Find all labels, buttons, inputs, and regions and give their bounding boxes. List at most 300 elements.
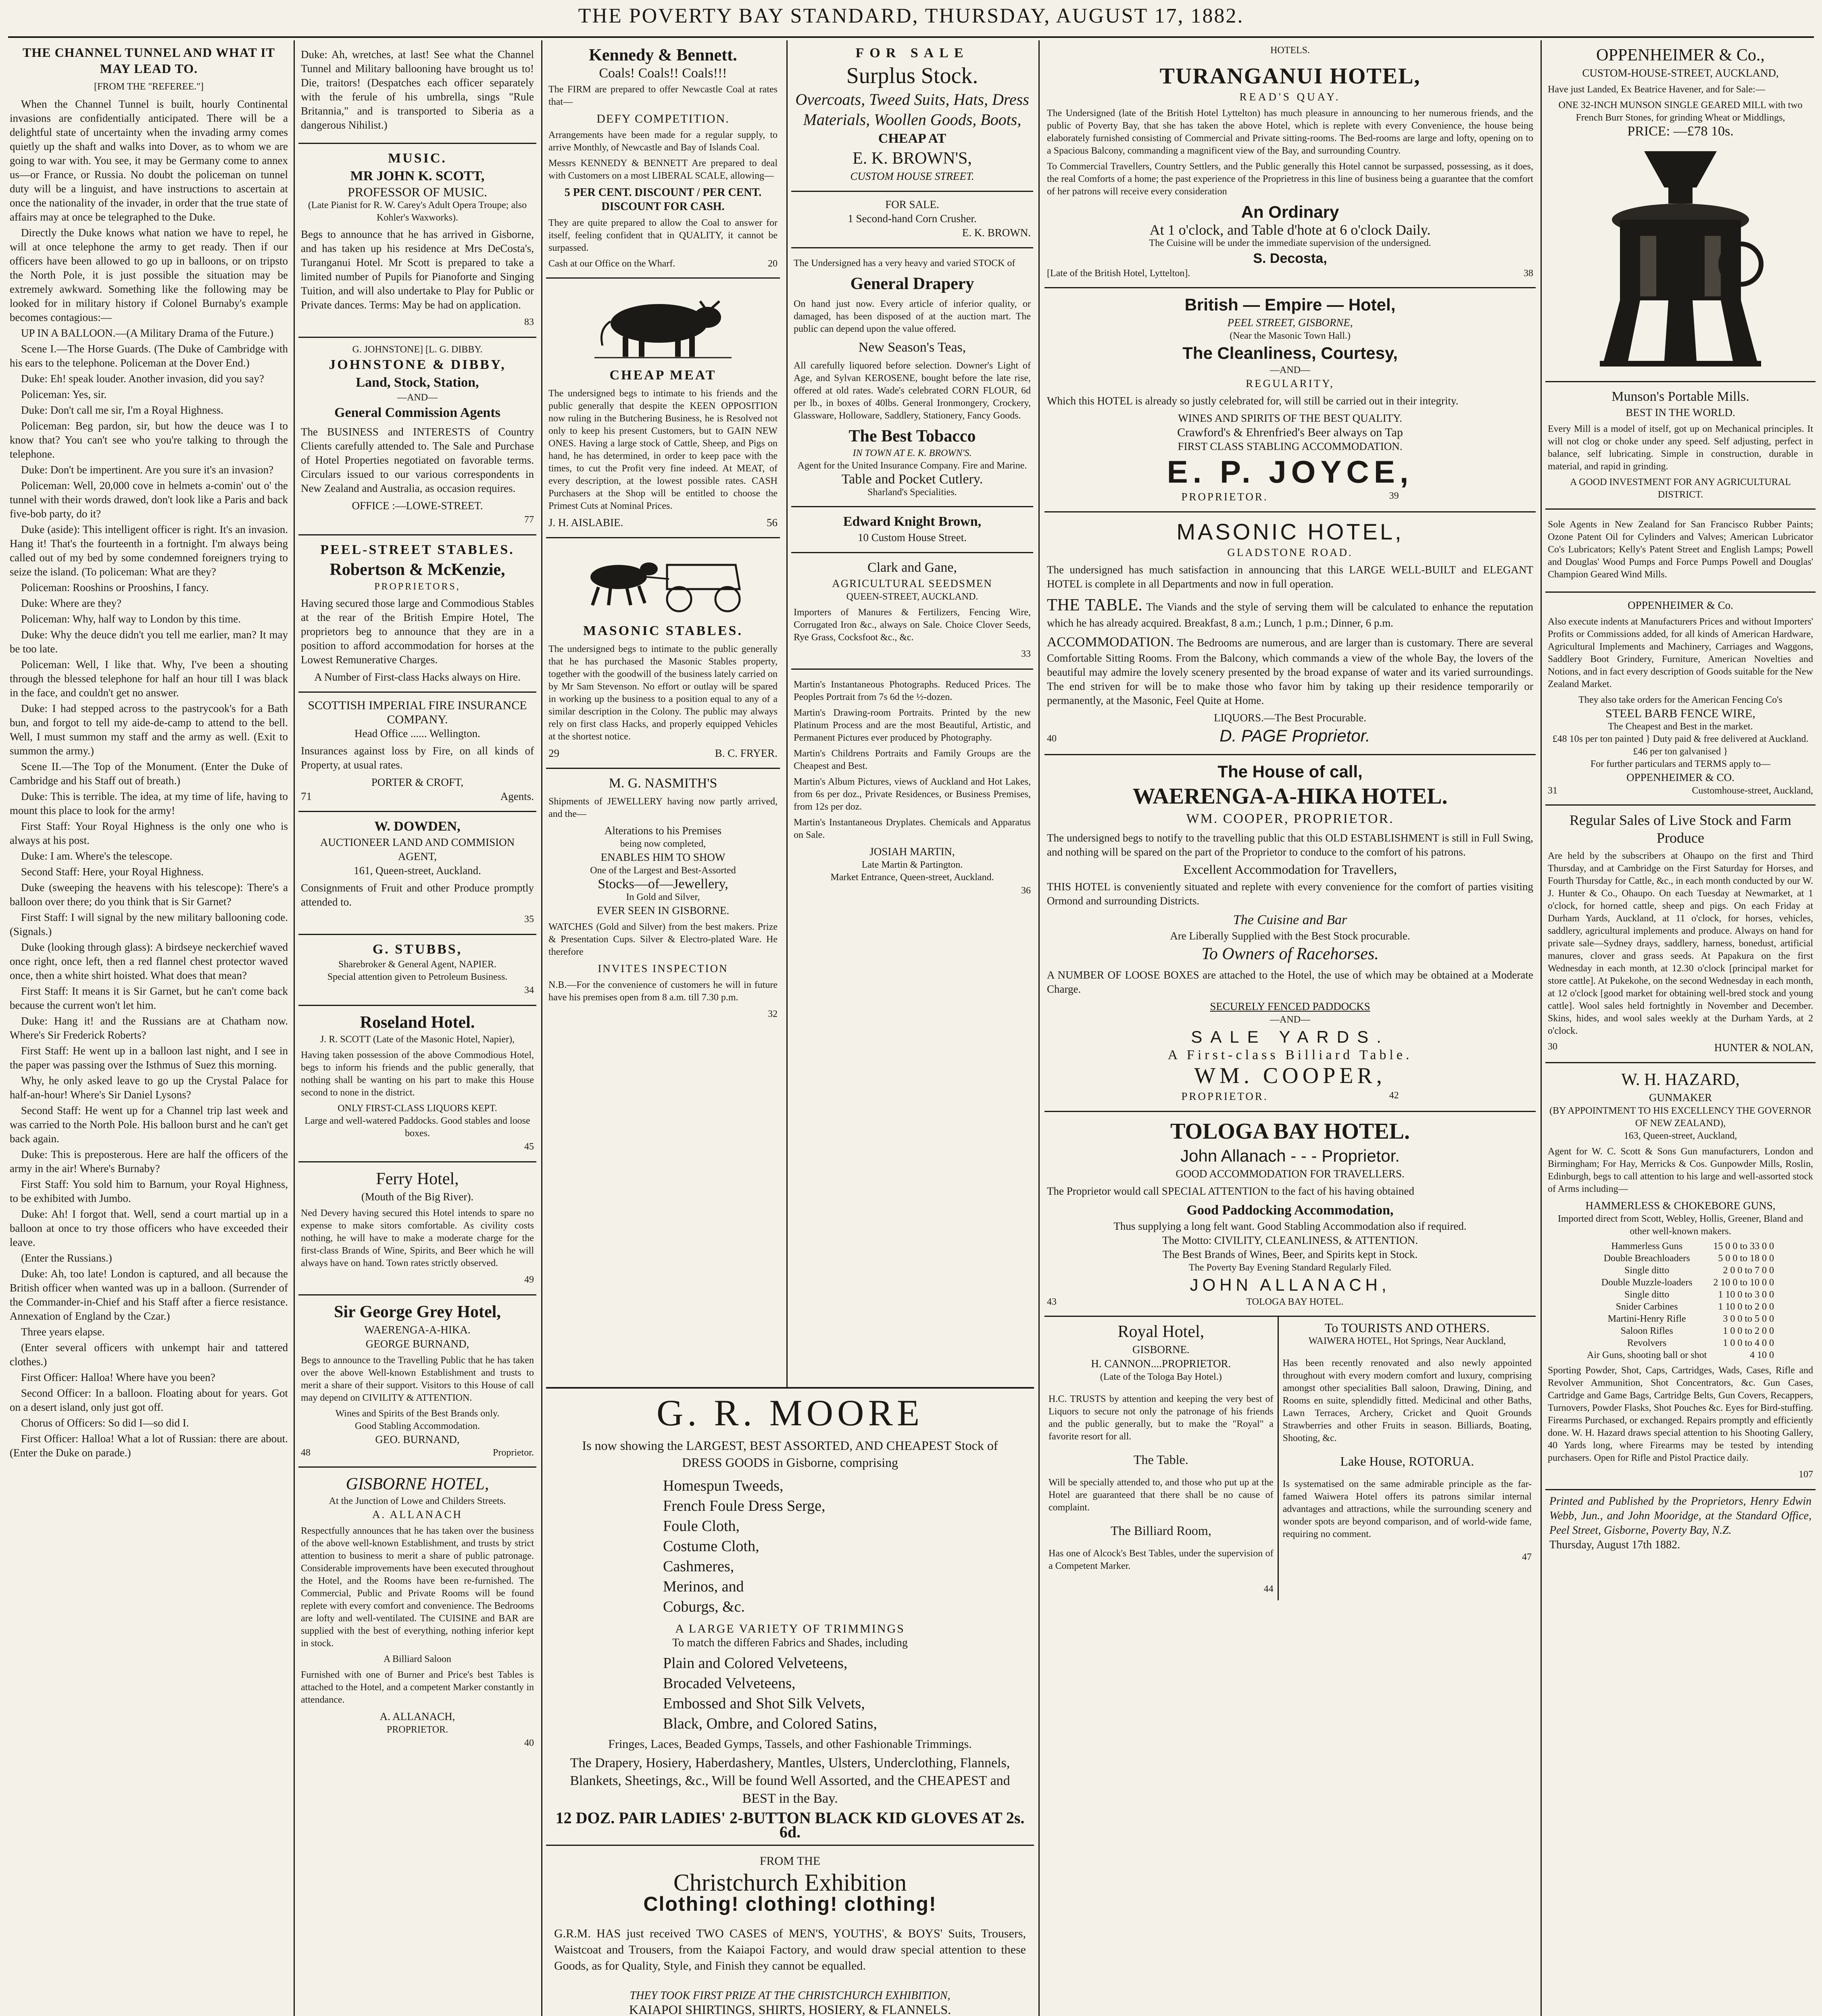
price-cell: 1 10 0 to 3 0 0 — [1718, 1289, 1774, 1300]
ad-billiard-body: Furnished with one of Burner and Price's best Tables is attached to the Hotel, and a competent Marker constantly in attendance. — [301, 1670, 534, 1705]
ad-brown-surplus — [791, 44, 1033, 192]
ad-line: The Table. — [1133, 1452, 1188, 1467]
ad-cash: Cash at our Office on the Wharf. — [548, 258, 675, 269]
ad-body: Ned Devery having secured this Hotel intends to spare no expense to make sitors comfortable. As civility costs nothing, he will have to make a moderate charge for the first-class Brands of Wine, Spirits, and Beer which he will always have on hand. Town rates strictly observed. — [301, 1208, 534, 1268]
ad-masonic-hotel — [1044, 512, 1536, 755]
item-cell: Snider Carbines — [1616, 1302, 1678, 1312]
ad-line: Crawford's & Ehrenfried's Beer always on Tap — [1177, 426, 1403, 439]
story-paragraph: Duke: Ah! I forgot that. Well, send a court martial up in a balloon at once to try those officers who have exceeded their leave. — [10, 1208, 288, 1248]
ad-line: LIQUORS.—The Best Procurable. — [1214, 712, 1366, 724]
ad-agent: PORTER & CROFT, — [371, 776, 464, 788]
mill-illustration — [1596, 143, 1765, 369]
ad-body: The FIRM are prepared to offer Newcastle Coal at rates that— — [548, 84, 778, 107]
ad-heading: M. G. NASMITH'S — [609, 776, 717, 791]
ad-body: Agent for W. C. Scott & Sons Gun manufacturers, London and Birmingham; For Hay, Merricks & Cos. Gunpowder Mills, Roslin, Edinburgh, begs to call attention to his large and well-assorted stock of Arms including— — [1548, 1146, 1813, 1194]
section-heading: MUSIC. — [388, 151, 447, 166]
ad-heading: Royal Hotel, — [1117, 1322, 1205, 1341]
ad-line: Late Martin & Partington. — [861, 860, 963, 870]
price-table — [1584, 1240, 1777, 1361]
ad-heading: Lake House, ROTORUA. — [1340, 1454, 1474, 1468]
ad-heading: GISBORNE HOTEL, — [346, 1475, 489, 1493]
ad-line: Stocks—of—Jewellery, — [598, 877, 728, 891]
ad-body: On hand just now. Every article of inferior quality, or damaged, has been disposed of at the auction mart. The public can depend upon the value offered. — [794, 299, 1031, 334]
ad-body: N.B.—For the convenience of customers he will in future have his premises open from 8 a.m. till 7.30 p.m. — [548, 980, 778, 1003]
story-paragraph: Why, he only asked leave to go up the Crystal Palace for half-an-hour! Where's Sir Daniel Lysons? — [10, 1075, 288, 1101]
story-paragraph: UP IN A BALLOON.—(A Military Drama of the Future.) — [21, 327, 273, 339]
ad-heading: General Drapery — [850, 275, 974, 293]
ad-body: Arrangements have been made for a regular supply, to arrive Monthly, of Newcastle and Bay of Islands Coal. — [548, 130, 778, 153]
ad-line: Excellent Accommodation for Travellers, — [1183, 862, 1397, 877]
imprint — [1545, 1490, 1816, 1556]
ad-and: —AND— — [397, 392, 438, 403]
ad-trade: Sharebroker & General Agent, NAPIER. — [338, 959, 496, 970]
section-label: HOTELS. — [1270, 45, 1310, 56]
price-cell: 3 0 0 to 5 0 0 — [1723, 1314, 1774, 1324]
ad-body: The undersigned begs to intimate to the public generally that he has purchased the Masonic Stables property, together with the goodwill of the business lately carried on by Mr Sam Stevenson. No effort or outlay will be spared in working up the business to a position equal to any of a similar description in the Colony. The public may always rely on first class Hacks, and properly equipped Vehicles at the shortest notice. — [548, 644, 778, 742]
ad-body: The undersigned begs to notify to the travelling public that this OLD ESTABLISHMENT is still in Full Swing, and nothing will be spared on the part of the Proprietor to conduce to the comfort of his patrons. — [1047, 832, 1533, 858]
story-paragraph: Policeman: Beg pardon, sir, but how the deuce was I to know that? You can't see who you're talking to through the telephone. — [10, 420, 288, 460]
ad-body: Importers of Manures & Fertilizers, Fencing Wire, Corrugated Iron &c., always on Sale. Choice Clover Seeds, Rye Grass, Cocksfoot &c., &c. — [794, 607, 1031, 643]
ad-body: The undersigned has much satisfaction in announcing that this LARGE WELL-BUILT and ELEGANT HOTEL is complete in all Departments and now in full operation. — [1047, 564, 1533, 590]
ad-address: 161, Queen-street, Auckland. — [354, 864, 481, 877]
ad-body: Having taken possession of the above Commodious Hotel, begs to inform his friends and the public generally, that nothing shall be wanting on his part to make this House second to none in the district. — [301, 1050, 534, 1098]
price-cell: 1 0 0 to 4 0 0 — [1723, 1338, 1774, 1348]
ad-royal-hotel — [1044, 1317, 1279, 1600]
ad-heading: Sir George Grey Hotel, — [334, 1303, 501, 1321]
ad-line: TOLOGA BAY HOTEL. — [1246, 1297, 1344, 1307]
ad-number: 77 — [524, 514, 534, 525]
story-source: [FROM THE "REFEREE."] — [94, 81, 204, 92]
item-cell: Martini-Henry Rifle — [1607, 1314, 1686, 1324]
list-item: Embossed and Shot Silk Velvets, — [663, 1695, 865, 1712]
ad-signature: GEO. BURNAND, — [375, 1433, 460, 1445]
column-5 — [1044, 44, 1536, 2016]
ad-line: Thus supplying a long felt want. Good Stabling Accommodation also if required. — [1113, 1220, 1467, 1232]
ad-number: 56 — [767, 516, 778, 529]
ad-line: £48 10s per ton painted } Duty paid & free delivered at Auckland. £46 per ton galvanised } — [1552, 734, 1809, 757]
ad-body: Has been recently renovated and also newly appointed throughout with every modern comfort and luxury, comprising amongst other specialities Ball saloon, Drawing, Dining, and Rooms en suite, splendidly fitted. Medicinal and other Baths, Lawn Terraces, Archery, Cricket and Quoit Grounds Strawberries and other Fruits in season. Billiards, Boating, Shooting, &c. — [1282, 1358, 1532, 1443]
ad-line: Fringes, Laces, Beaded Gymps, Tassels, and other Fashionable Trimmings. — [608, 1737, 972, 1751]
ad-masonic-stables — [546, 538, 780, 769]
ad-body: Special attention given to Petroleum Business. — [327, 972, 508, 982]
ad-edward-knight-brown — [791, 507, 1033, 553]
ad-body: To Commercial Travellers, Country Settlers, and the Public generally this Hotel cannot be surpassed, possessing, as it does, the real Comforts of a home; the past experience of the Proprietress in this line of business being a guarantee that the comfort of her patrons will receive every consideration — [1047, 161, 1533, 197]
ad-body: Begs to announce that he has arrived in Gisborne, and has taken up his residence at Mrs DeCosta's, Turanganui Hotel. Mr Scott is prepared to take a limited number of Pupils for Pianoforte and Singing Tuition, and will also undertake to Play for Public or Private dances. Terms: May be had on application. — [301, 228, 534, 311]
ad-line: The Billiard Room, — [1110, 1523, 1211, 1538]
ad-signature: B. C. FRYER. — [715, 747, 778, 759]
ad-body: The Undersigned (late of the British Hotel Lyttelton) has much pleasure in announcing to her numerous friends, and the public of Poverty Bay, that she has taken the above Hotel, which is replete with every Convenience, the house being elaborately furnished consisting of Commercial and Private sitting-rooms. The Bed-rooms are large and lofty, opening on to a Spacious Balcony, commanding a magnificent view of the Bay, and surrounding Country. — [1047, 108, 1533, 156]
ad-signature: J. H. AISLABIE. — [548, 516, 623, 529]
ad-surplus: Surplus Stock. — [846, 63, 978, 88]
ad-name: A. ALLANACH — [372, 1508, 463, 1520]
ad-gisborne-hotel — [298, 1468, 536, 1758]
ad-office: OFFICE :—LOWE-STREET. — [352, 500, 483, 512]
table-row — [1584, 1313, 1777, 1325]
ad-tobacco: The Best Tobacco — [848, 427, 976, 446]
ad-oppenheimer-indents — [1545, 593, 1816, 806]
top-rule — [8, 36, 1814, 38]
ad-sir-george-grey — [298, 1295, 536, 1468]
imprint-text: Printed and Published by the Proprietors, Henry Edwin Webb, Jun., and John Mooridge, at the Standard Office, Peel Street, Gisborne, Poverty Bay, N.Z. — [1549, 1495, 1812, 1537]
ad-number: 83 — [524, 317, 534, 327]
item-cell: Air Guns, shooting ball or shot — [1587, 1350, 1707, 1360]
ad-proprietor: PROPRIETOR. — [1181, 1090, 1268, 1102]
ad-intro: Is now showing the LARGEST, BEST ASSORTED, AND CHEAPEST Stock of DRESS GOODS in Gisborne, comprising — [582, 1438, 998, 1470]
ad-body: Which this HOTEL is already so justly celebrated for, will still be carried out in their integrity. — [1047, 395, 1459, 407]
ad-address: 163, Queen-street, Auckland, — [1624, 1131, 1737, 1141]
ad-paddocks: Large and well-watered Paddocks. Good stables and loose boxes. — [304, 1116, 530, 1139]
ad-line: Are Liberally Supplied with the Best Stock procurable. — [1170, 930, 1410, 942]
ad-british-empire — [1044, 288, 1536, 512]
ad-heading: TOLOGA BAY HOTEL. — [1170, 1119, 1410, 1144]
ad-signature: OPPENHEIMER & CO. — [1626, 771, 1734, 783]
ad-line: SECURELY FENCED PADDOCKS — [1210, 1000, 1370, 1012]
story-paragraph: First Staff: You sold him to Barnum, your Royal Highness, to be exhibited with Jumbo. — [10, 1178, 288, 1204]
ad-line: To match the differen Fabrics and Shades, including — [672, 1637, 908, 1649]
price-cell: 1 10 0 to 2 0 0 — [1718, 1302, 1774, 1312]
ad-number: 45 — [524, 1141, 534, 1152]
ad-kennedy-bennett — [546, 44, 780, 279]
ad-line: Good Paddocking Accommodation, — [1186, 1203, 1394, 1218]
ad-number: 42 — [1389, 1090, 1399, 1101]
ad-heading: Regular Sales of Live Stock and Farm Produce — [1570, 812, 1791, 846]
ad-scottish-insurance — [298, 693, 536, 812]
ad-roseland — [298, 1006, 536, 1162]
ad-body: Have just Landed, Ex Beatrice Havener, and for Sale:— — [1548, 84, 1765, 95]
ad-body: Sole Agents in New Zealand for San Francisco Rubber Paints; Ozone Patent Oil for Cylinders and Valves; American Lubricator Co's Lubricators; Kelly's Patent Street and English Lamps; Powell and Douglas' Wood Pumps and Force Pumps Powell and Douglas' Champion Geared Wind Mills. — [1548, 519, 1813, 580]
ad-subtitle: (Late Pianist for R. W. Carey's Adult Opera Troupe; also Kohler's Waxworks). — [308, 200, 527, 223]
ad-number: 32 — [768, 1009, 778, 1019]
ad-tourists — [1279, 1317, 1536, 1600]
ad-subtitle: At the Junction of Lowe and Childers Streets. — [329, 1496, 506, 1506]
story-paragraph: Policeman: Well, 20,000 cove in helmets a-comin' out o' the tunnel with their words drawed, don't look like a Paris and back five-bob party, do it? — [10, 479, 288, 520]
ad-cheap-meat — [546, 279, 780, 538]
ad-number: 39 — [1389, 491, 1399, 501]
ad-heading: SCOTTISH IMPERIAL FIRE INSURANCE COMPANY. — [308, 699, 527, 726]
ad-body: The Proprietor would call SPECIAL ATTENTION to the fact of his having obtained — [1047, 1185, 1414, 1197]
column-rule — [1038, 40, 1040, 2016]
story-paragraph: First Staff: I will signal by the new military ballooning code. (Signals.) — [10, 911, 288, 937]
ad-line: The Cuisine and Bar — [1233, 912, 1347, 927]
story-paragraph: First Officer: Halloa! Where have you been? — [21, 1371, 215, 1383]
story-paragraph: First Officer: Halloa! What a lot of Russian: there are about. (Enter the Duke on parade.) — [10, 1433, 288, 1459]
ad-body: Also execute indents at Manufacturers Prices and without Importers' Profits or Commissions added, for all kinds of American Hardware, Agricultural Implements and Machinery, Carriages and Waggons, Saddlery Boot Grindery, Furniture, American Novelties and Notions, and in fact every description of Goods suitable for the New Zealand Market. — [1548, 616, 1813, 689]
ad-line: The Cleanliness, Courtesy, — [1182, 344, 1398, 362]
ad-line: To Owners of Racehorses. — [1201, 945, 1379, 963]
ad-line: Martin's Instantaneous Dryplates. Chemicals and Apparatus on Sale. — [794, 817, 1031, 840]
ad-line: GOOD ACCOMMODATION FOR TRAVELLERS. — [1176, 1168, 1405, 1180]
velvet-list — [663, 1653, 1034, 1734]
ad-kaiapoi: KAIAPOI SHIRTINGS, SHIRTS, HOSIERY, & FLANNELS. — [629, 2002, 951, 2016]
ad-body: WATCHES (Gold and Silver) from the best makers. Prize & Presentation Cups. Silver & Electro-plated Ware. He therefore — [548, 922, 778, 957]
story-paragraph: Duke: I am. Where's the telescope. — [21, 850, 173, 862]
ad-body: The undersigned begs to intimate to his friends and the public generally that despite the KEEN OPPOSITION now ruling in the Butchering Business, he is Resolved not only to keep his present Customers, but to GAIN NEW ONES. Having a large stock of Cattle, Sheep, and Pigs on hand, he has determined, in order to keep pace with the times, to cut the Profit very fine indeed. At MEAT, of every description, at the lowest possible rates. CASH Purchasers at the Shop will be entitled to choose the Primest Cuts at Nominal Prices. — [548, 388, 778, 511]
table-row — [1584, 1252, 1777, 1264]
ad-line: [Late of the British Hotel, Lyttelton]. — [1047, 268, 1190, 279]
bull-illustration — [590, 289, 736, 362]
imprint-date: Thursday, August 17th 1882. — [1549, 1539, 1680, 1551]
ad-heading: WAERENGA-A-HIKA HOTEL. — [1132, 784, 1448, 809]
ad-heading: G. R. MOORE — [656, 1392, 924, 1433]
ad-store: E. K. BROWN'S, — [853, 149, 972, 168]
list-item: Black, Ombre, and Colored Satins, — [663, 1715, 877, 1732]
ad-drapery: The Drapery, Hosiery, Haberdashery, Mantles, Ulsters, Underclothing, Flannels, Blankets, Sheetings, &c., Will be found Well Assorted, and the CHEAPEST and BEST in the Bay. — [570, 1756, 1010, 1806]
ad-body: Shipments of JEWELLERY having now partly arrived, and the— — [548, 796, 778, 819]
ad-name: WM. COOPER, PROPRIETOR. — [1186, 811, 1394, 826]
ad-line: ENABLES HIM TO SHOW — [600, 851, 725, 863]
masthead: THE POVERTY BAY STANDARD, THURSDAY, AUGUST 17, 1882. — [578, 4, 1244, 27]
ad-number: 38 — [1524, 268, 1533, 279]
ad-line: The Best Brands of Wines, Beer, and Spirits kept in Stock. — [1162, 1248, 1418, 1260]
ad-proprietor: Proprietor. — [493, 1447, 534, 1458]
ad-brown-drapery — [791, 248, 1033, 507]
column-rule — [294, 40, 295, 2016]
ad-heading: MASONIC STABLES. — [583, 623, 743, 638]
story-paragraph: Duke: Eh! speak louder. Another invasion, did you say? — [21, 373, 264, 385]
list-item: French Foule Dress Serge, — [663, 1497, 826, 1514]
ad-line: INVITES INSPECTION — [598, 962, 728, 975]
story-paragraph: First Staff: Your Royal Highness is the only one who is always at his post. — [10, 820, 288, 846]
ad-line: One of the Largest and Best-Assorted — [590, 865, 736, 876]
ad-billiard: A Billiard Saloon — [384, 1654, 451, 1664]
ad-hazard — [1545, 1063, 1816, 1490]
table-row — [1584, 1301, 1777, 1313]
story-paragraph: When the Channel Tunnel is built, hourly Continental invasions are confidentially anticipated. There will be a delightful state of uncertainty when the invading army comes quietly up the shaft and walks into Dover, as to whom we are going to war with. You see, it may be Germany come to annex us—or France, or Russia. No doubt the policeman on tunnel duty will be a linguist, and have instructions to ascertain at once the nationality of the invader, in order that the true state of affairs may at once be telegraphed to the Duke. — [10, 98, 288, 223]
list-item: Coburgs, &c. — [663, 1598, 745, 1615]
ad-firm: JOHNSTONE & DIBBY, — [329, 357, 506, 372]
ad-table-heading: THE TABLE. — [1047, 596, 1142, 614]
column-rule — [1541, 40, 1542, 2016]
ad-moore — [546, 1387, 1034, 2016]
ad-heading: FOR SALE. — [885, 198, 939, 210]
story-paragraph: Second Staff: Here, your Royal Highness. — [21, 866, 204, 878]
story-paragraph: Three years elapse. — [21, 1326, 105, 1338]
ad-line: 1 Second-hand Corn Crusher. — [848, 212, 977, 225]
ad-name: GEORGE BURNAND, — [365, 1338, 469, 1350]
column-1 — [10, 44, 288, 2016]
ad-heading: Kennedy & Bennett. — [589, 46, 737, 65]
ad-line: Agent for the United Insurance Company. Fire and Marine. — [797, 460, 1027, 471]
ad-body: Every Mill is a model of itself, got up on Mechanical principles. It will not clog or choke under any speed. Self adjusting, perfect in balance, self lubricating. Simple in construction, durable in material, and rapid in grinding. — [1548, 424, 1813, 472]
list-item: Merinos, and — [663, 1578, 744, 1595]
ad-line: (BY APPOINTMENT TO HIS EXCELLENCY THE GOVERNOR OF NEW ZEALAND), — [1549, 1106, 1812, 1129]
ad-trade: Land, Stock, Station, — [356, 375, 479, 390]
story-paragraph: (Enter the Russians.) — [21, 1252, 112, 1264]
story-paragraph: Duke (sweeping the heavens with his telescope): There's a balloon over there; do you think that is Sir Garnet? — [10, 881, 288, 908]
price-cell: 2 0 0 to 7 0 0 — [1723, 1265, 1774, 1276]
ad-hunter-nolan — [1545, 806, 1816, 1063]
story-paragraph: Scene I.—The Horse Guards. (The Duke of Cambridge with his ears to the telephone. Policeman at the Dover End.) — [10, 343, 288, 369]
ad-munson — [1545, 382, 1816, 510]
ad-defy: DEFY COMPETITION. — [596, 112, 730, 125]
ad-body: Messrs KENNEDY & BENNETT Are prepared to deal with Customers on a most LIBERAL SCALE, allowing— — [548, 158, 778, 181]
ad-line: ONE 32-INCH MUNSON SINGLE GEARED MILL with two French Burr Stones, for grinding Wheat or Middlings, — [1558, 100, 1803, 123]
ad-line: WAIWERA HOTEL, Hot Springs, Near Auckland, — [1308, 1336, 1506, 1346]
ad-body: Insurances against loss by Fire, on all kinds of Property, at usual rates. — [301, 745, 534, 771]
ad-signature: A. ALLANACH, — [379, 1710, 455, 1722]
ad-heading: Edward Knight Brown, — [843, 514, 982, 529]
ad-line: REGULARITY, — [1246, 377, 1334, 389]
ad-address: GLADSTONE ROAD. — [1227, 546, 1353, 558]
ad-trimmings: A LARGE VARIETY OF TRIMMINGS — [675, 1622, 905, 1635]
ad-place: GISBORNE. — [1132, 1343, 1190, 1356]
ad-agents — [1545, 510, 1816, 593]
ad-address: Market Entrance, Queen-street, Auckland. — [830, 872, 994, 883]
ad-heading: OPPENHEIMER & Co. — [1628, 599, 1733, 611]
ad-line: being now completed, — [620, 839, 706, 849]
story-paragraph: Duke: Where are they? — [21, 597, 122, 609]
ad-waerenga — [1044, 755, 1536, 1112]
story-paragraph: Duke: This is terrible. The idea, at my time of life, having to mount this place to look for the army! — [10, 790, 288, 816]
price-cell: 15 0 0 to 33 0 0 — [1713, 1241, 1774, 1252]
story-paragraph: Policeman: Yes, sir. — [21, 388, 107, 400]
ad-line: EVER SEEN IN GISBORNE. — [596, 904, 730, 916]
ad-body: Begs to announce to the Travelling Public that he has taken over the above Well-known Establishment and trusts to merit a share of their support. Visitors to this House of call may depend on CIVILITY & ATTENTION. — [301, 1355, 534, 1403]
story-paragraph: First Staff: He went up in a balloon last night, and I see in the paper was passing over the Isthmus of Suez this morning. — [10, 1045, 288, 1071]
ad-line: The Motto: CIVILITY, CLEANLINESS, & ATTENTION. — [1162, 1234, 1418, 1246]
ad-number: 48 — [301, 1447, 311, 1458]
ad-title: PROFESSOR OF MUSIC. — [348, 185, 487, 199]
ad-ordinary: An Ordinary — [1241, 202, 1339, 221]
table-row — [1584, 1277, 1777, 1289]
ad-body: A NUMBER OF LOOSE BOXES are attached to the Hotel, the use of which may be obtained at a Moderate Charge. — [1047, 969, 1533, 995]
ad-address: CUSTOM-HOUSE-STREET, AUCKLAND, — [1582, 67, 1779, 79]
ad-signature: WM. COOPER, — [1194, 1063, 1386, 1088]
ad-line: —AND— — [1270, 365, 1310, 375]
ad-heading: TURANGANUI HOTEL, — [1159, 64, 1421, 89]
ad-hours: At 1 o'clock, and Table d'hote at 6 o'clock Daily. — [1149, 222, 1431, 238]
ad-heading: Roseland Hotel. — [360, 1013, 475, 1032]
ad-line: For further particulars and TERMS apply to— — [1590, 759, 1771, 769]
ad-line: Imported direct from Scott, Webley, Hollis, Greener, Bland and other well-known makers. — [1557, 1214, 1803, 1237]
ad-number: 71 — [301, 790, 312, 802]
story-paragraph: Duke: Don't call me sir, I'm a Royal Highness. — [21, 404, 224, 416]
ad-body: The BUSINESS and INTERESTS of Country Clients carefully attended to. The Sale and Purchase of Hotel Properties negotiated on favorable terms. Circulars issued to our various correspondents in New Zealand and Australia, as occasion requires. — [301, 426, 534, 494]
list-item: Plain and Colored Velveteens, — [663, 1655, 848, 1672]
ad-line: A GOOD INVESTMENT FOR ANY AGRICULTURAL DISTRICT. — [1570, 477, 1791, 500]
ad-trade: AUCTIONEER LAND AND COMMISION AGENT, — [320, 836, 515, 862]
ad-heading: PEEL-STREET STABLES. — [320, 542, 515, 557]
story-paragraph: First Staff: It means it is Sir Garnet, but he can't come back because the current won't let him. — [10, 985, 288, 1011]
column-6 — [1545, 44, 1816, 2016]
ad-body: H.C. TRUSTS by attention and keeping the very best of Liquors to secure not only the patronage of his friends and the public generally, but to make the "Royal" a favorite resort for all. — [1049, 1394, 1274, 1442]
list-item: Homespun Tweeds, — [663, 1477, 784, 1494]
ad-number: 33 — [1021, 649, 1031, 659]
ad-line: WINES AND SPIRITS OF THE BEST QUALITY. — [1178, 412, 1402, 424]
ad-place: WAERENGA-A-HIKA. — [364, 1324, 471, 1336]
ad-body: They are quite prepared to allow the Coal to answer for itself, feeling confident that in QUALITY, it cannot be surpassed. — [548, 218, 778, 253]
price-cell: 4 10 0 — [1750, 1350, 1774, 1360]
item-cell: Single ditto — [1624, 1289, 1670, 1300]
column-4 — [791, 44, 1033, 1383]
ad-body: Having secured those large and Commodious Stables at the rear of the British Empire Hotel, The proprietors beg to announce that they are in a position to afford accommodation for horses at the Lowest Remunerative Charges. — [301, 597, 534, 666]
ad-line: —AND— — [1270, 1014, 1310, 1025]
ad-number: 44 — [1263, 1584, 1274, 1594]
ad-signature: JOSIAH MARTIN, — [869, 846, 955, 858]
story-paragraph: Policeman: Rooshins or Prooshins, I fancy. — [21, 581, 209, 594]
ad-scott — [298, 144, 536, 338]
ad-number: 107 — [1799, 1469, 1813, 1480]
ad-subtitle: (Mouth of the Big River). — [361, 1191, 474, 1203]
price-cell: 5 0 0 to 18 0 0 — [1718, 1253, 1774, 1264]
ad-number: 20 — [768, 258, 778, 269]
ad-office: Head Office ...... Wellington. — [354, 727, 480, 739]
ad-cheap: CHEAP AT — [878, 131, 946, 146]
ad-body: All carefully liquored before selection. Downer's Light of Age, and Sylvan KEROSENE, bought before the late rise, offered at old rates. Wade's celebrated CORN FLOUR, 6d per lb., in boxes of 40lbs. General Ironmongery, Crockery, Glassware, Holloware, Saddlery, Stationery, Fancy Goods. — [794, 360, 1031, 421]
ad-body: G.R.M. HAS just received TWO CASES of MEN'S, YOUTHS', & BOYS' Suits, Trousers, Waistcoat and Trousers, from the Kaiapoi Factory, and would draw special attention to these Goods, as for Quality, Style, and Finish they cannot be equalled. — [554, 1927, 1026, 1972]
ad-line: HAMMERLESS & CHOKEBORE GUNS, — [1585, 1200, 1776, 1212]
ad-discount: 5 PER CENT. DISCOUNT / PER CENT. DISCOUNT FOR CASH. — [564, 186, 762, 213]
ad-signature: HUNTER & NOLAN, — [1714, 1041, 1813, 1054]
ad-ferry-hotel — [298, 1162, 536, 1295]
ad-coals: Coals! Coals!! Coals!!! — [599, 66, 727, 81]
ad-number: 34 — [524, 985, 534, 996]
ad-address: PEEL STREET, GISBORNE, — [1227, 317, 1353, 329]
ad-line: Martin's Album Pictures, views of Auckland and Hot Lakes, from 6s per doz., Private Residences, or Business Premises, from 12s per doz. — [794, 777, 1031, 812]
story-paragraph: Second Staff: He went up for a Channel trip last week and was carried to the North Pole. His balloon burst and he can't get back again. — [10, 1104, 288, 1145]
list-item: Foule Cloth, — [663, 1518, 740, 1535]
item-cell: Revolvers — [1627, 1338, 1667, 1348]
column-3 — [546, 44, 780, 1383]
ad-number: 35 — [524, 914, 534, 925]
table-row — [1584, 1289, 1777, 1301]
ad-name: W. DOWDEN, — [374, 819, 461, 834]
ad-number: 40 — [524, 1738, 534, 1748]
list-item: Cashmeres, — [663, 1558, 734, 1575]
story-paragraph: Duke: Don't be impertinent. Are you sure it's an invasion? — [21, 464, 274, 476]
ad-line: They also take orders for the American Fencing Co's — [1578, 695, 1782, 705]
column-2 — [298, 44, 536, 2016]
ad-line: In Gold and Silver, — [626, 892, 700, 902]
ad-line: The Cheapest and Best in the market. — [1608, 721, 1753, 732]
ad-names: G. JOHNSTONE] [L. G. DIBBY. — [352, 344, 483, 355]
ad-agents: Agents. — [500, 790, 534, 802]
ad-gloves: 12 DOZ. PAIR LADIES' 2-BUTTON BLACK KID GLOVES AT 2s. 6d. — [546, 1811, 1034, 1846]
ad-name: J. R. SCOTT (Late of the Masonic Hotel, Napier), — [320, 1034, 515, 1045]
table-row — [1584, 1349, 1777, 1361]
ad-heading: CHEAP MEAT — [609, 368, 717, 383]
ad-wines: Wines and Spirits of the Best Brands only. — [335, 1408, 500, 1419]
ad-body: Are held by the subscribers at Ohaupo on the first and Third Thursday, and at Cambridge on the First Saturday for Horses, and Fourth Thursday for Cattle, &c., in each month conducted by our W. J. Hunter & Co., Ohaupo. On each Tuesday at Newmarket, at 1 o'clock, for horned cattle, sheep and pigs. On each Friday at Durham Yards, Auckland, at 11 o'clock, for horses, vehicles, saddlery, agricultural implements and produce. Always on hand for private sale—Sydney drays, saddlery, harness, bonedust, artificial manures, clover and grass seeds. At Papakura on the first Wednesday in each month, at 12.30 o'clock [principal market for store cattle]. At Pukekohe, on the second Wednesday in each month, at 12 o'clock [good market for obtaining well-bred stock and young cattle]. Wool sales held fortnightly in November and December. Skins, hides, and wool sales weekly at the Durham Yards, at 2 o'clock. — [1548, 851, 1813, 1036]
table-row — [1584, 1264, 1777, 1277]
ad-proprietors: PROPRIETORS, — [374, 581, 461, 592]
ad-proprietor: PROPRIETOR. — [1181, 491, 1268, 503]
ad-line: IN TOWN AT E. K. BROWN'S. — [853, 448, 972, 458]
item-cell: Saloon Rifles — [1620, 1326, 1673, 1336]
ad-line: STEEL BARB FENCE WIRE, — [1605, 707, 1755, 720]
price-cell: 2 10 0 to 10 0 0 — [1713, 1277, 1774, 1288]
ad-stubbs — [298, 935, 536, 1006]
ad-proprietor: PROPRIETOR. — [386, 1724, 448, 1735]
fabric-list — [663, 1476, 1034, 1617]
ad-signature: D. PAGE Proprietor. — [1220, 726, 1370, 745]
ad-number: 47 — [1522, 1552, 1532, 1562]
ad-body: THIS HOTEL is conveniently situated and replete with every convenience for the comfort of parties visiting Ormond and surrounding Districts. — [1047, 881, 1533, 907]
story-paragraph: Second Officer: In a balloon. Floating about for years. Got on a desert island, only just got off. — [10, 1387, 288, 1413]
ad-name: MR JOHN K. SCOTT, — [350, 169, 485, 183]
item-cell: Double Breachloaders — [1603, 1253, 1690, 1264]
story-continuation: Duke: Ah, wretches, at last! See what the Channel Tunnel and Military ballooning have brought us to! Die, traitors! (Despatches each officer separately with the ferule of his umbrella, sings "Rule Britannia," and is transported to Siberia as a dangerous Nihilist.) — [301, 48, 534, 131]
story-paragraph: Directly the Duke knows what nation we have to repel, he will at once telephone the army to get ready. Then if our officers have been allowed to go up in balloons, or on tripsto the North Pole, it is just possible the situation may be extremely awkward. Something like the following may be looked for in military history if Colonel Burnaby's example becomes contagious:— — [10, 227, 288, 323]
price-cell: 1 0 0 to 2 0 0 — [1723, 1326, 1774, 1336]
ad-line: The Poverty Bay Evening Standard Regularly Filed. — [1189, 1262, 1391, 1273]
ad-trade: GUNMAKER — [1649, 1091, 1712, 1104]
ad-johnstone-dibby — [298, 338, 536, 535]
story-paragraph: Duke: This is preposterous. Here are half the officers of the army in the air! Where's Burnaby? — [10, 1148, 288, 1175]
ad-nasmith — [546, 769, 780, 1029]
story-paragraph: (Enter several officers with unkempt hair and tattered clothes.) — [10, 1341, 288, 1368]
ad-line: Table and Pocket Cutlery. — [841, 472, 983, 487]
